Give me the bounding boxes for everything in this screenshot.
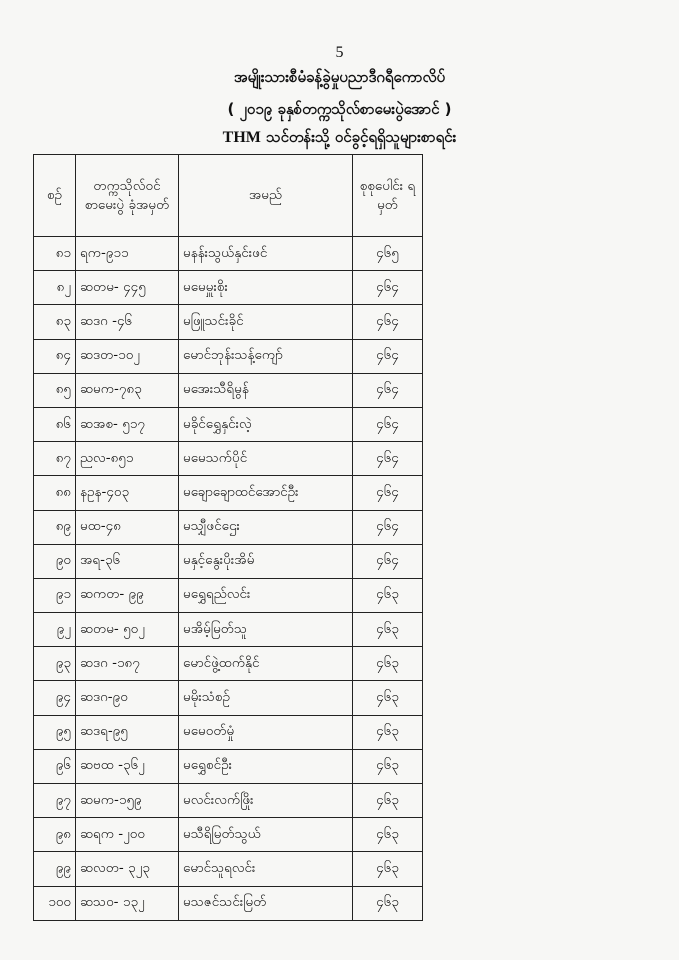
total-marks-cell: ၄၆၃ <box>353 818 423 852</box>
exam-seat-no-cell: အရ-၃၆ <box>76 544 179 578</box>
exam-seat-no-cell: ဆရက -၂၀၀ <box>76 818 179 852</box>
total-marks-cell: ၄၆၃ <box>353 613 423 647</box>
table-row <box>34 784 423 818</box>
serial-no-cell: ၉၉ <box>34 852 76 886</box>
exam-seat-no-cell: ဆတမ- ၄၄၅ <box>76 271 179 305</box>
exam-seat-no-cell: ဆဗထ -၃၆၂ <box>76 749 179 783</box>
total-marks-cell: ၄၆၄ <box>353 305 423 339</box>
name-cell: မောင်ဘုန်းသန့်ကျော် <box>179 339 353 373</box>
serial-no-cell: ၈၆ <box>34 407 76 441</box>
total-marks-cell: ၄၆၃ <box>353 647 423 681</box>
total-marks-cell: ၄၆၄ <box>353 442 423 476</box>
total-marks-cell: ၄၆၃ <box>353 681 423 715</box>
serial-no-cell: ၈၈ <box>34 476 76 510</box>
page-number: 5 <box>335 44 344 61</box>
name-cell: မအေးသီရိမွန် <box>179 373 353 407</box>
serial-no-cell: ၈၂ <box>34 271 76 305</box>
table-row <box>34 373 423 407</box>
serial-no-cell: ၈၃ <box>34 305 76 339</box>
serial-no-cell: ၉၅ <box>34 715 76 749</box>
serial-no-cell: ၉၃ <box>34 647 76 681</box>
total-marks-cell: ၄၆၃ <box>353 578 423 612</box>
table-row <box>34 442 423 476</box>
table-row <box>34 271 423 305</box>
exam-seat-no-cell: နဥန-၄၀၃ <box>76 476 179 510</box>
serial-no-cell: ၉၁ <box>34 578 76 612</box>
total-marks-cell: ၄၆၄ <box>353 373 423 407</box>
serial-no-cell: ၈၁ <box>34 237 76 271</box>
table-row <box>34 818 423 852</box>
table-row <box>34 647 423 681</box>
exam-seat-no-cell: ဆလတ- ၃၂၃ <box>76 852 179 886</box>
header-total-marks: စုစုပေါင်း ရမှတ် <box>353 155 423 237</box>
serial-no-cell: ၉၂ <box>34 613 76 647</box>
list-title-rest: သင်တန်းသို့ ဝင်ခွင့်ရရှိသူများစာရင်း <box>260 128 457 146</box>
table-row <box>34 852 423 886</box>
admission-list-table <box>33 154 423 921</box>
name-cell: မချောချောထင်အောင်ဦး <box>179 476 353 510</box>
table-row <box>34 749 423 783</box>
exam-seat-no-cell: ဆမက-၇၈၃ <box>76 373 179 407</box>
name-cell: မရွှေစင်ဦး <box>179 749 353 783</box>
name-cell: မောင်သူရလင်း <box>179 852 353 886</box>
exam-seat-no-cell: ဆတမ- ၅၀၂ <box>76 613 179 647</box>
table-row <box>34 305 423 339</box>
name-cell: မနှင့်နွေးပိုးအိမ် <box>179 544 353 578</box>
total-marks-cell: ၄၆၃ <box>353 715 423 749</box>
exam-seat-no-cell: ဆကတ- ၉၉ <box>76 578 179 612</box>
serial-no-cell: ၈၇ <box>34 442 76 476</box>
total-marks-cell: ၄၆၃ <box>353 852 423 886</box>
exam-seat-no-cell: ဆဒရ-၉၅ <box>76 715 179 749</box>
table-row <box>34 339 423 373</box>
total-marks-cell: ၄၆၄ <box>353 544 423 578</box>
table-body <box>34 237 423 921</box>
list-title <box>0 128 679 150</box>
name-cell: မမေမှူးစိုး <box>179 271 353 305</box>
serial-no-cell: ၈၄ <box>34 339 76 373</box>
name-cell: မမေသက်ပိုင် <box>179 442 353 476</box>
exam-seat-no-cell: ဆဒတ-၁၀၂ <box>76 339 179 373</box>
total-marks-cell: ၄၆၄ <box>353 271 423 305</box>
serial-no-cell: ၁၀၀ <box>34 886 76 920</box>
exam-seat-no-cell: ဆသဝ- ၁၃၂ <box>76 886 179 920</box>
exam-seat-no-cell: ဆအစ- ၅၁၇ <box>76 407 179 441</box>
name-cell: မရွှေရည်လင်း <box>179 578 353 612</box>
serial-no-cell: ၈၅ <box>34 373 76 407</box>
serial-no-cell: ၉၈ <box>34 818 76 852</box>
exam-seat-no-cell: ညလ-၈၅၁ <box>76 442 179 476</box>
total-marks-cell: ၄၆၃ <box>353 886 423 920</box>
exam-seat-no-cell: ဆဒဂ -၁၈၇ <box>76 647 179 681</box>
name-cell: မခိုင်ရွှေနှင်းလဲ့ <box>179 407 353 441</box>
name-cell: မဖြူသင်းခိုင် <box>179 305 353 339</box>
list-title-thm: THM <box>222 129 261 146</box>
table-row <box>34 476 423 510</box>
table-row <box>34 544 423 578</box>
table-row <box>34 510 423 544</box>
exam-seat-no-cell: ဆဒဂ-၉၀ <box>76 681 179 715</box>
college-title: အမျိုးသားစီမံခန့်ခွဲမှုပညာဒီဂရီကောလိပ် <box>233 68 446 86</box>
total-marks-cell: ၄၆၅ <box>353 237 423 271</box>
table-row <box>34 715 423 749</box>
serial-no-cell: ၉၆ <box>34 749 76 783</box>
exam-seat-no-cell: ဆမက-၁၅၉ <box>76 784 179 818</box>
total-marks-cell: ၄၆၄ <box>353 407 423 441</box>
table-row <box>34 407 423 441</box>
total-marks-cell: ၄၆၄ <box>353 510 423 544</box>
name-cell: မနန်းသွယ်နှင်းဖင် <box>179 237 353 271</box>
serial-no-cell: ၉၀ <box>34 544 76 578</box>
name-cell: မသဇင်သင်းမြတ် <box>179 886 353 920</box>
table-row <box>34 613 423 647</box>
serial-no-cell: ၉၇ <box>34 784 76 818</box>
table-row <box>34 578 423 612</box>
table-row <box>34 681 423 715</box>
table-header-row <box>34 155 423 237</box>
total-marks-cell: ၄၆၃ <box>353 749 423 783</box>
header-exam-seat-no: တက္ကသိုလ်ဝင် စာမေးပွဲ ခုံအမှတ် <box>76 155 179 237</box>
exam-seat-no-cell: မထ-၄၈ <box>76 510 179 544</box>
exam-seat-no-cell: ဆဒဂ -၄၆ <box>76 305 179 339</box>
table-row <box>34 886 423 920</box>
name-cell: မောင်ဖွဲ့ထက်နိုင် <box>179 647 353 681</box>
exam-year-subtitle: ( ၂၀၁၉ ခုနှစ်တက္ကသိုလ်စာမေးပွဲအောင် ) <box>227 100 452 118</box>
name-cell: မမေဝတ်မှုံ <box>179 715 353 749</box>
serial-no-cell: ၈၉ <box>34 510 76 544</box>
total-marks-cell: ၄၆၄ <box>353 339 423 373</box>
name-cell: မသျှီဖင်ဌေး <box>179 510 353 544</box>
name-cell: မသီရိမြတ်သွယ် <box>179 818 353 852</box>
table-row <box>34 237 423 271</box>
header-serial-no: စဉ် <box>34 155 76 237</box>
exam-seat-no-cell: ရက-၉၁၁ <box>76 237 179 271</box>
name-cell: မအိမ့်မြတ်သူ <box>179 613 353 647</box>
name-cell: မလင်းလက်ဖြိုး <box>179 784 353 818</box>
serial-no-cell: ၉၄ <box>34 681 76 715</box>
name-cell: မမိုးသံစဉ် <box>179 681 353 715</box>
header-name: အမည် <box>179 155 353 237</box>
total-marks-cell: ၄၆၃ <box>353 784 423 818</box>
total-marks-cell: ၄၆၄ <box>353 476 423 510</box>
